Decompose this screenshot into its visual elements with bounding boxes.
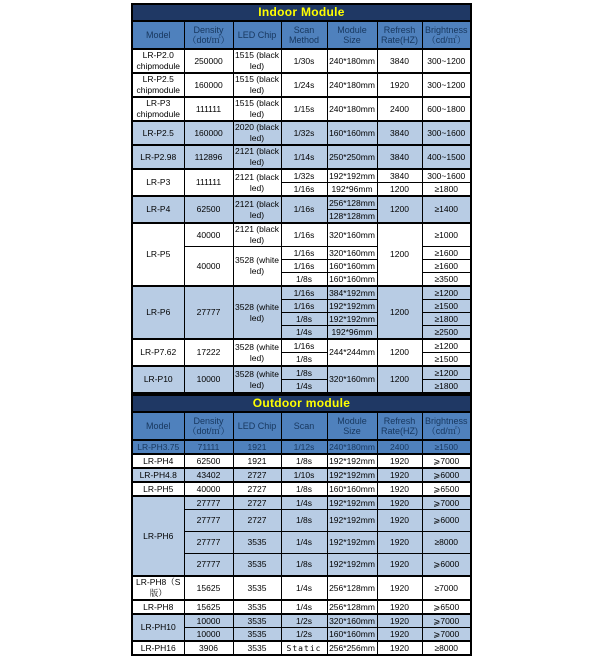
column-header-refresh-rate: Refresh Rate(HZ) — [377, 412, 422, 440]
table-row — [132, 576, 471, 600]
table-cell: ≥2500 — [422, 326, 471, 340]
table-row — [132, 454, 471, 468]
table-cell: 256*128mm — [327, 576, 377, 600]
table-row — [132, 286, 471, 300]
table-cell: 2121 (black led) — [233, 196, 281, 223]
table-row — [132, 468, 471, 482]
table-cell: 320*160mm — [327, 614, 377, 628]
table-cell: 400~1500 — [422, 145, 471, 169]
column-header-led-chip: LED Chip — [233, 21, 281, 49]
column-header-model: Model — [132, 412, 184, 440]
table-cell: 1/8s — [281, 510, 327, 532]
table-row — [132, 223, 471, 247]
table-cell: 320*160mm — [327, 223, 377, 247]
table-cell: ≥8000 — [422, 532, 471, 554]
table-cell: 40000 — [184, 247, 233, 287]
table-cell: 1/16s — [281, 300, 327, 313]
table-cell: 112896 — [184, 145, 233, 169]
table-cell: ⩾7000 — [422, 496, 471, 510]
table-cell: 1920 — [377, 600, 422, 614]
table-cell: 1/24s — [281, 73, 327, 97]
table-cell: 1920 — [377, 482, 422, 496]
table-cell: 1/8s — [281, 554, 327, 577]
table-cell: 1921 — [233, 454, 281, 468]
table-cell: 3535 — [233, 554, 281, 577]
table-cell: 128*128mm — [327, 210, 377, 224]
table-cell: 192*192mm — [327, 496, 377, 510]
table-cell: 256*256mm — [327, 641, 377, 655]
table-cell: LR-PH5 — [132, 482, 184, 496]
table-cell: 1/32s — [281, 169, 327, 183]
table-cell: 1920 — [377, 576, 422, 600]
table-row — [132, 121, 471, 145]
indoor-table-header — [132, 21, 471, 49]
table-cell: LR-P2.0 chipmodule — [132, 49, 184, 73]
table-cell: 160*160mm — [327, 121, 377, 145]
table-cell: 256*128mm — [327, 600, 377, 614]
table-cell: 3840 — [377, 169, 422, 183]
table-cell: 1/4s — [281, 380, 327, 394]
table-cell: 3906 — [184, 641, 233, 655]
table-cell: 1/8s — [281, 353, 327, 367]
table-cell: Static — [281, 641, 327, 655]
table-cell: 3528 (white led) — [233, 366, 281, 393]
table-cell: ≥1600 — [422, 247, 471, 260]
table-cell: 111111 — [184, 97, 233, 121]
table-cell: LR-P6 — [132, 286, 184, 339]
table-cell: ≥1400 — [422, 196, 471, 223]
table-cell: 1920 — [377, 628, 422, 642]
table-cell: 1/32s — [281, 121, 327, 145]
table-cell: ≥1800 — [422, 380, 471, 394]
table-cell: LR-PH16 — [132, 641, 184, 655]
table-row — [132, 366, 471, 380]
table-cell: 256*128mm — [327, 196, 377, 210]
table-cell: LR-PH4.8 — [132, 468, 184, 482]
table-cell: 1/8s — [281, 482, 327, 496]
table-cell: 1515 (black led) — [233, 73, 281, 97]
table-row — [132, 614, 471, 628]
table-cell: 3840 — [377, 145, 422, 169]
table-cell: 71111 — [184, 440, 233, 454]
table-cell: LR-PH10 — [132, 614, 184, 641]
table-cell: ⩾7000 — [422, 614, 471, 628]
table-cell: 3535 — [233, 614, 281, 628]
table-cell: ≥1600 — [422, 260, 471, 273]
table-cell: LR-P10 — [132, 366, 184, 393]
table-cell: 1/4s — [281, 576, 327, 600]
table-cell: 3535 — [233, 532, 281, 554]
table-cell: 600~1800 — [422, 97, 471, 121]
table-cell: 2727 — [233, 496, 281, 510]
table-cell: 192*192mm — [327, 454, 377, 468]
column-header-led-chip: LED Chip — [233, 412, 281, 440]
table-cell: 160*160mm — [327, 628, 377, 642]
table-cell: 192*192mm — [327, 510, 377, 532]
table-cell: ⩾6000 — [422, 554, 471, 577]
table-cell: 27777 — [184, 496, 233, 510]
table-cell: LR-PH3.75 — [132, 440, 184, 454]
table-cell: ≥8000 — [422, 641, 471, 655]
table-cell: LR-P3 chipmodule — [132, 97, 184, 121]
outdoor-table-body — [132, 440, 471, 655]
table-row — [132, 600, 471, 614]
table-cell: ≥7000 — [422, 576, 471, 600]
table-cell: 192*192mm — [327, 300, 377, 313]
table-cell: 1920 — [377, 641, 422, 655]
table-cell: 2020 (black led) — [233, 121, 281, 145]
table-cell: 1920 — [377, 454, 422, 468]
table-cell: 10000 — [184, 628, 233, 642]
table-cell: ⩾6000 — [422, 468, 471, 482]
table-cell: 2727 — [233, 468, 281, 482]
table-cell: 40000 — [184, 482, 233, 496]
table-cell: 43402 — [184, 468, 233, 482]
table-cell: 160*160mm — [327, 260, 377, 273]
table-row — [132, 196, 471, 210]
table-cell: 300~1200 — [422, 49, 471, 73]
table-cell: 3840 — [377, 121, 422, 145]
column-header-density: Density（dot/㎡） — [184, 412, 233, 440]
table-cell: 1200 — [377, 196, 422, 223]
table-cell: 1/15s — [281, 97, 327, 121]
table-cell: 244*244mm — [327, 339, 377, 366]
table-cell: 300~1600 — [422, 121, 471, 145]
table-cell: 240*180mm — [327, 97, 377, 121]
table-cell: ⩾6500 — [422, 482, 471, 496]
table-cell: LR-P3 — [132, 169, 184, 196]
table-cell: 27777 — [184, 286, 233, 339]
table-cell: 384*192mm — [327, 286, 377, 300]
table-cell: 1/16s — [281, 260, 327, 273]
table-cell: 160000 — [184, 121, 233, 145]
table-cell: 192*96mm — [327, 326, 377, 340]
table-row — [132, 440, 471, 454]
table-cell: 160*160mm — [327, 273, 377, 287]
table-cell: 2400 — [377, 440, 422, 454]
table-cell: 1200 — [377, 286, 422, 339]
table-cell: 10000 — [184, 366, 233, 393]
table-cell: 1/10s — [281, 468, 327, 482]
outdoor-table-header — [132, 412, 471, 440]
table-cell: 160000 — [184, 73, 233, 97]
table-cell: 3535 — [233, 600, 281, 614]
table-cell: 1/16s — [281, 339, 327, 353]
table-cell: 1/16s — [281, 223, 327, 247]
table-cell: 250*250mm — [327, 145, 377, 169]
table-cell: ≥1200 — [422, 286, 471, 300]
table-cell: 1/8s — [281, 273, 327, 287]
column-header-scan: Scan — [281, 412, 327, 440]
table-cell: ⩾6000 — [422, 510, 471, 532]
table-cell: 300~1200 — [422, 73, 471, 97]
table-cell: 1/4s — [281, 532, 327, 554]
table-cell: 1/12s — [281, 440, 327, 454]
table-cell: 1/2s — [281, 614, 327, 628]
column-header-module-size: Module Size — [327, 412, 377, 440]
table-cell: 1921 — [233, 440, 281, 454]
table-cell: LR-PH8（S版） — [132, 576, 184, 600]
table-cell: 320*160mm — [327, 366, 377, 393]
table-cell: 2727 — [233, 482, 281, 496]
table-cell: 62500 — [184, 454, 233, 468]
table-cell: 1/16s — [281, 183, 327, 197]
table-cell: LR-PH4 — [132, 454, 184, 468]
table-cell: ⩾6500 — [422, 600, 471, 614]
table-cell: 111111 — [184, 169, 233, 196]
table-row — [132, 641, 471, 655]
table-cell: 1/8s — [281, 454, 327, 468]
table-cell: 240*180mm — [327, 73, 377, 97]
table-cell: 1/4s — [281, 600, 327, 614]
table-cell: 1/4s — [281, 326, 327, 340]
table-cell: ≥1500 — [422, 440, 471, 454]
table-cell: ≥1200 — [422, 339, 471, 353]
table-row — [132, 496, 471, 510]
table-row — [132, 145, 471, 169]
table-cell: 1/16s — [281, 247, 327, 260]
table-cell: 192*192mm — [327, 313, 377, 326]
table-row — [132, 169, 471, 183]
table-cell: 1/8s — [281, 366, 327, 380]
table-cell: 192*192mm — [327, 169, 377, 183]
table-cell: 1515 (black led) — [233, 49, 281, 73]
table-cell: 300~1600 — [422, 169, 471, 183]
table-cell: 1920 — [377, 614, 422, 628]
led-module-spec-sheet — [131, 3, 472, 656]
table-cell: 240*180mm — [327, 440, 377, 454]
table-cell: 1200 — [377, 183, 422, 197]
table-cell: 1920 — [377, 73, 422, 97]
table-cell: 1/16s — [281, 286, 327, 300]
table-cell: LR-PH8 — [132, 600, 184, 614]
table-cell: LR-P4 — [132, 196, 184, 223]
outdoor-module-title: Outdoor module — [131, 394, 472, 411]
table-cell: LR-P7.62 — [132, 339, 184, 366]
table-cell: 192*96mm — [327, 183, 377, 197]
table-cell: 2727 — [233, 510, 281, 532]
table-cell: 3528 (white led) — [233, 247, 281, 287]
table-cell: LR-P2.5 — [132, 121, 184, 145]
table-row — [132, 73, 471, 97]
table-cell: ≥1500 — [422, 353, 471, 367]
table-cell: 320*160mm — [327, 247, 377, 260]
column-header-brightness: Brightness（cd/㎡） — [422, 412, 471, 440]
table-cell: ≥1000 — [422, 223, 471, 247]
table-cell: 1/14s — [281, 145, 327, 169]
table-cell: 1920 — [377, 554, 422, 577]
table-cell: LR-P2.98 — [132, 145, 184, 169]
table-cell: 1920 — [377, 532, 422, 554]
column-header-scan-method: Scan Method — [281, 21, 327, 49]
table-cell: 3535 — [233, 576, 281, 600]
header-row — [132, 21, 471, 49]
table-cell: 62500 — [184, 196, 233, 223]
table-cell: 1920 — [377, 510, 422, 532]
table-cell: 3528 (white led) — [233, 339, 281, 366]
table-cell: LR-P5 — [132, 223, 184, 286]
table-cell: ≥1200 — [422, 366, 471, 380]
table-cell: ≥1800 — [422, 313, 471, 326]
table-row — [132, 97, 471, 121]
table-cell: 17222 — [184, 339, 233, 366]
table-cell: 1515 (black led) — [233, 97, 281, 121]
table-cell: 2400 — [377, 97, 422, 121]
table-cell: ≥3500 — [422, 273, 471, 287]
table-cell: 40000 — [184, 223, 233, 247]
table-cell: 1/2s — [281, 628, 327, 642]
table-cell: 240*180mm — [327, 49, 377, 73]
table-cell: 2121 (black led) — [233, 223, 281, 247]
table-cell: 1/30s — [281, 49, 327, 73]
table-cell: 15625 — [184, 576, 233, 600]
table-cell: 1200 — [377, 223, 422, 286]
column-header-module-size: Module Size — [327, 21, 377, 49]
table-cell: 1/4s — [281, 496, 327, 510]
table-row — [132, 339, 471, 353]
column-header-refresh-rate: Refresh Rate(HZ) — [377, 21, 422, 49]
table-row — [132, 482, 471, 496]
table-cell: 1200 — [377, 339, 422, 366]
outdoor-module-table — [131, 411, 472, 656]
table-cell: 3528 (white led) — [233, 286, 281, 339]
column-header-density: Density（dot/㎡） — [184, 21, 233, 49]
table-cell: 3840 — [377, 49, 422, 73]
table-cell: 10000 — [184, 614, 233, 628]
column-header-model: Model — [132, 21, 184, 49]
table-cell: 192*192mm — [327, 554, 377, 577]
table-cell: ≥1800 — [422, 183, 471, 197]
table-cell: 250000 — [184, 49, 233, 73]
table-cell: LR-PH6 — [132, 496, 184, 576]
column-header-brightness: Brightness（cd/㎡） — [422, 21, 471, 49]
table-row — [132, 49, 471, 73]
table-cell: 27777 — [184, 532, 233, 554]
table-cell: 1920 — [377, 496, 422, 510]
indoor-module-title: Indoor Module — [131, 3, 472, 20]
table-cell: 192*192mm — [327, 468, 377, 482]
table-cell: LR-P2.5 chipmodule — [132, 73, 184, 97]
table-cell: 2121 (black led) — [233, 145, 281, 169]
table-cell: ≥1500 — [422, 300, 471, 313]
table-cell: ⩾7000 — [422, 628, 471, 642]
table-cell: 1/8s — [281, 313, 327, 326]
table-cell: 15625 — [184, 600, 233, 614]
table-cell: 3535 — [233, 628, 281, 642]
indoor-table-body — [132, 49, 471, 393]
table-cell: 27777 — [184, 554, 233, 577]
header-row — [132, 412, 471, 440]
table-cell: ⩾7000 — [422, 454, 471, 468]
table-cell: 27777 — [184, 510, 233, 532]
table-cell: 192*192mm — [327, 532, 377, 554]
table-cell: 3535 — [233, 641, 281, 655]
table-cell: 1920 — [377, 468, 422, 482]
table-cell: 160*160mm — [327, 482, 377, 496]
table-cell: 1200 — [377, 366, 422, 393]
table-cell: 2121 (black led) — [233, 169, 281, 196]
table-cell: 1/16s — [281, 196, 327, 223]
indoor-module-table — [131, 20, 472, 394]
